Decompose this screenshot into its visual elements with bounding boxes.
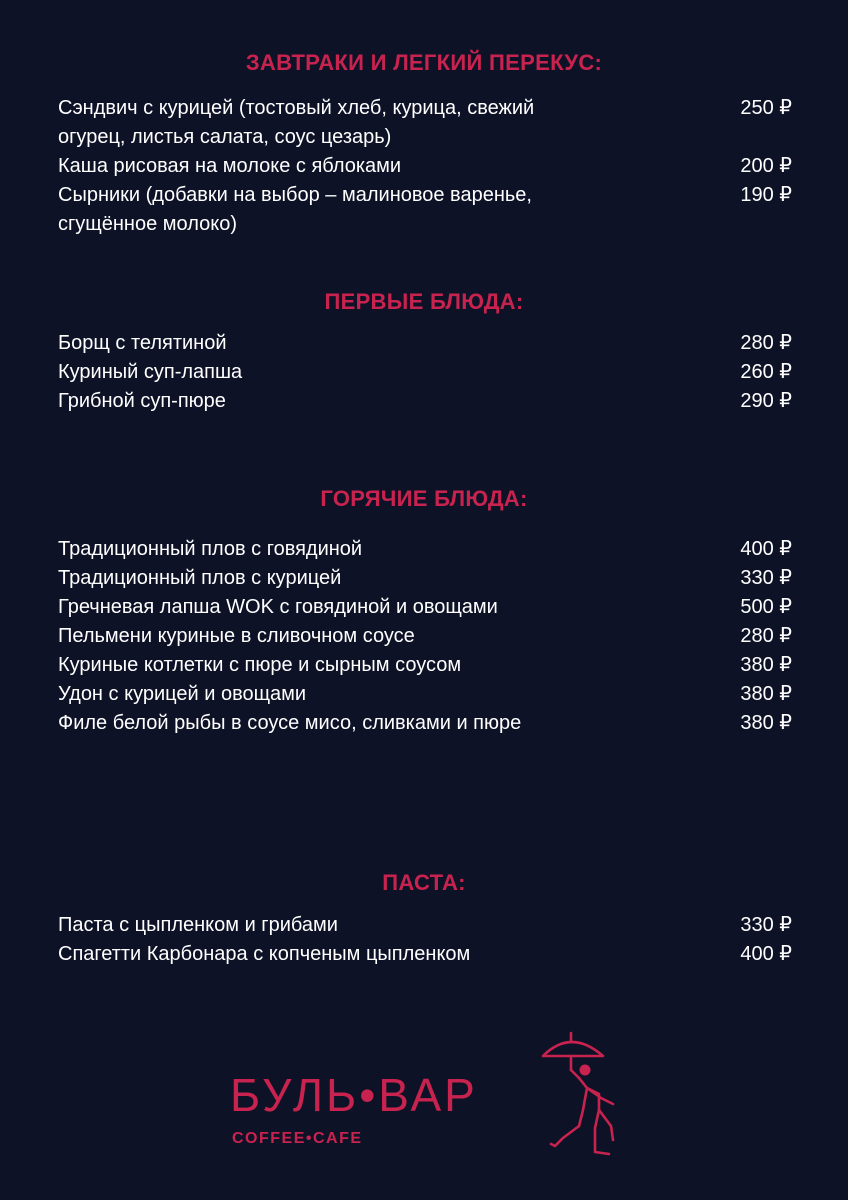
item-name: Пельмени куриные в сливочном соусе xyxy=(58,625,415,647)
menu-list-first-courses xyxy=(58,329,798,416)
menu-item xyxy=(58,152,798,181)
item-price: 400 ₽ xyxy=(740,943,792,965)
item-price: 190 ₽ xyxy=(740,184,792,206)
item-name: Сырники (добавки на выбор – малиновое варенье, сгущённое молоко) xyxy=(58,184,532,235)
item-name: Гречневая лапша WOK с говядиной и овощами xyxy=(58,596,498,618)
menu-item xyxy=(58,593,798,622)
item-price: 250 ₽ xyxy=(740,97,792,119)
item-name: Сэндвич с курицей (тостовый хлеб, курица, свежий огурец, листья салата, соус цезарь) xyxy=(58,97,535,148)
item-name: Спагетти Карбонара с копченым цыпленком xyxy=(58,943,471,965)
menu-item xyxy=(58,358,798,387)
menu-list-pasta xyxy=(58,911,798,969)
item-price: 330 ₽ xyxy=(740,914,792,936)
menu-item xyxy=(58,622,798,651)
item-name: Паста с цыпленком и грибами xyxy=(58,914,338,936)
item-price: 380 ₽ xyxy=(740,683,792,705)
menu-item xyxy=(58,651,798,680)
menu-item xyxy=(58,94,798,152)
item-name: Удон с курицей и овощами xyxy=(58,683,307,705)
menu-list-breakfast xyxy=(58,94,798,239)
menu-item xyxy=(58,535,798,564)
item-price: 280 ₽ xyxy=(740,332,792,354)
menu-list-hot-dishes xyxy=(58,535,798,738)
section-title-first-courses: ПЕРВЫЕ БЛЮДА: xyxy=(324,289,524,314)
section-title-hot-dishes: ГОРЯЧИЕ БЛЮДА: xyxy=(320,486,528,511)
item-price: 260 ₽ xyxy=(740,361,792,383)
menu-item xyxy=(58,564,798,593)
menu-item xyxy=(58,181,798,239)
item-price: 380 ₽ xyxy=(740,654,792,676)
menu-item xyxy=(58,940,798,969)
item-name: Грибной суп-пюре xyxy=(58,390,226,412)
item-name: Куриный суп-лапша xyxy=(58,361,243,383)
item-name: Куриные котлетки с пюре и сырным соусом xyxy=(58,654,462,676)
logo-subtitle: COFFEE•CAFE xyxy=(232,1130,363,1147)
item-name: Борщ с телятиной xyxy=(58,332,227,354)
menu-item xyxy=(58,709,798,738)
menu-item xyxy=(58,911,798,940)
logo xyxy=(230,1030,630,1170)
item-name: Традиционный плов с курицей xyxy=(58,567,342,589)
section-title-breakfast: ЗАВТРАКИ И ЛЕГКИЙ ПЕРЕКУС: xyxy=(245,50,603,75)
item-price: 380 ₽ xyxy=(740,712,792,734)
umbrella-man-icon xyxy=(535,1030,625,1165)
item-name: Каша рисовая на молоке с яблоками xyxy=(58,155,402,177)
section-title-pasta: ПАСТА: xyxy=(382,870,466,895)
item-price: 200 ₽ xyxy=(740,155,792,177)
menu-item xyxy=(58,329,798,358)
menu-item xyxy=(58,680,798,709)
item-name: Традиционный плов с говядиной xyxy=(58,538,363,560)
item-price: 330 ₽ xyxy=(740,567,792,589)
menu-item xyxy=(58,387,798,416)
item-price: 280 ₽ xyxy=(740,625,792,647)
item-price: 400 ₽ xyxy=(740,538,792,560)
item-name: Филе белой рыбы в соусе мисо, сливками и пюре xyxy=(58,712,522,734)
logo-title: БУЛЬ•ВАР xyxy=(230,1069,478,1121)
item-price: 500 ₽ xyxy=(740,596,792,618)
item-price: 290 ₽ xyxy=(740,390,792,412)
